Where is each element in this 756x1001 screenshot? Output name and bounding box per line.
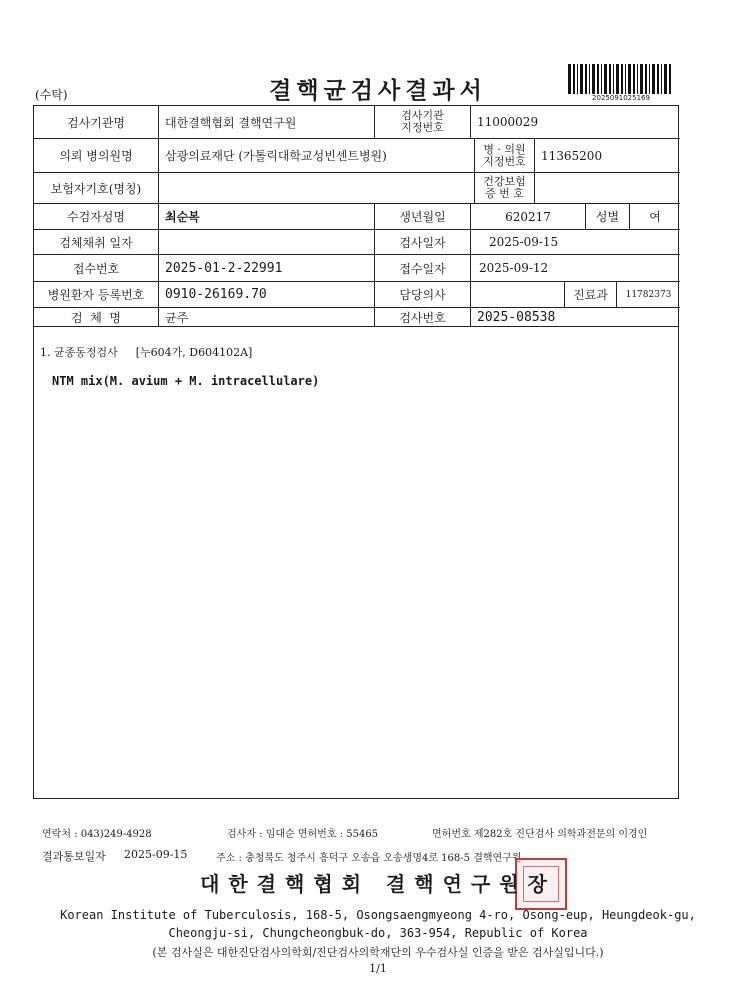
test-code: [누604가, D604102A] [135,346,253,359]
receipt-date-value: 2025-09-12 [471,255,680,282]
health-insurance-label-line2: 증 번 호 [485,187,524,200]
institution-number-label-line2: 지정번호 [401,121,444,134]
test-result: NTM mix(M. avium + M. intracellulare) [52,374,320,388]
patient-name-value: 최순복 [159,204,375,230]
receipt-date-label: 접수일자 [375,255,471,282]
english-address-line2: Cheongju-si, Chungcheongbuk-do, 363-954, Republic of Korea [168,926,588,940]
results-section [33,327,679,799]
insurer-value [159,173,475,204]
license-info: 면허번호 제282호 진단검사 의학과전문의 이경인 [432,829,648,840]
birthdate-label: 생년월일 [375,204,471,230]
institution-label: 검사기관명 [34,106,159,139]
receipt-number-value: 2025-01-2-22991 [159,255,375,282]
sex-label: 성별 [586,204,630,230]
institution-value: 대한결핵협회 결핵연구원 [159,106,375,139]
receipt-number-label: 접수번호 [34,255,159,282]
sex-value: 여 [630,204,680,230]
examiner-info: 검사자 : 임대순 면허번호 : 55465 [227,829,379,840]
requesting-hospital-value: 삼광의료재단 (가톨릭대학교성빈센트병원) [159,139,475,173]
patient-registration-value: 0910-26169.70 [159,282,375,308]
specimen-value: 균주 [159,308,375,326]
doctor-label: 담당의사 [375,282,471,308]
certification-note: (본 검사실은 대한진단검사의학회/진단검사의학재단의 우수검사실 인증을 받은 검사실입니다.) [152,946,604,959]
english-address-line1: Korean Institute of Tuberculosis, 168-5, Osongsaengmyeong 4-ro, Osong-eup, Heungdeok-gu, [60,908,696,922]
barcode-number: 2025091025169 [592,94,650,102]
birthdate-value: 620217 [471,204,586,230]
notify-date-label: 결과통보일자 [42,850,106,863]
patient-name-label: 수검자성명 [34,204,159,230]
document-title: 결핵균검사결과서 [269,78,487,104]
test-number-label: 검사번호 [375,308,471,326]
collection-date-label: 검체채취 일자 [34,230,159,255]
test-date-value: 2025-09-15 [471,230,680,255]
notify-date: 2025-09-15 [124,848,188,861]
health-insurance-label [475,173,535,204]
health-insurance-value [535,173,680,204]
test-item [40,344,252,360]
barcode [568,64,674,94]
test-name: 1. 균종동정검사 [40,346,118,359]
doctor-value [471,282,565,308]
patient-registration-label: 병원환자 등록번호 [34,282,159,308]
health-insurance-label-line1: 건강보험 [483,175,526,188]
insurer-label: 보험자기호(명칭) [34,173,159,204]
hospital-number-label-line2: 지정번호 [483,154,526,168]
institution-number-value: 11000029 [471,106,680,139]
test-date-label: 검사일자 [375,230,471,255]
specimen-label: 검 체 명 [34,308,159,326]
test-number-value: 2025-08538 [477,309,556,325]
institution-number-label [375,106,471,139]
consignment-label: (수탁) [35,88,68,102]
hospital-number-value: 11365200 [535,139,680,173]
address: 주소 : 충청북도 청주시 흥덕구 오송읍 오송생명4로 168-5 결핵연구원 [216,853,522,864]
requesting-hospital-label: 의뢰 병의원명 [34,139,159,173]
institution-number-label-line1: 검사기관 [401,109,444,122]
hospital-number-label [475,139,535,173]
hospital-number-label-line1: 병 · 의원 [483,142,526,156]
organization-signature: 대한결핵협회 결핵연구원장 [200,872,556,896]
contact-info: 연락처 : 043)249-4928 [42,829,152,840]
collection-date-value [159,230,375,255]
page-number: 1/1 [369,962,387,975]
department-label: 진료과 [565,282,617,308]
patient-info-table [33,105,679,327]
department-value: 11782373 [617,282,680,308]
